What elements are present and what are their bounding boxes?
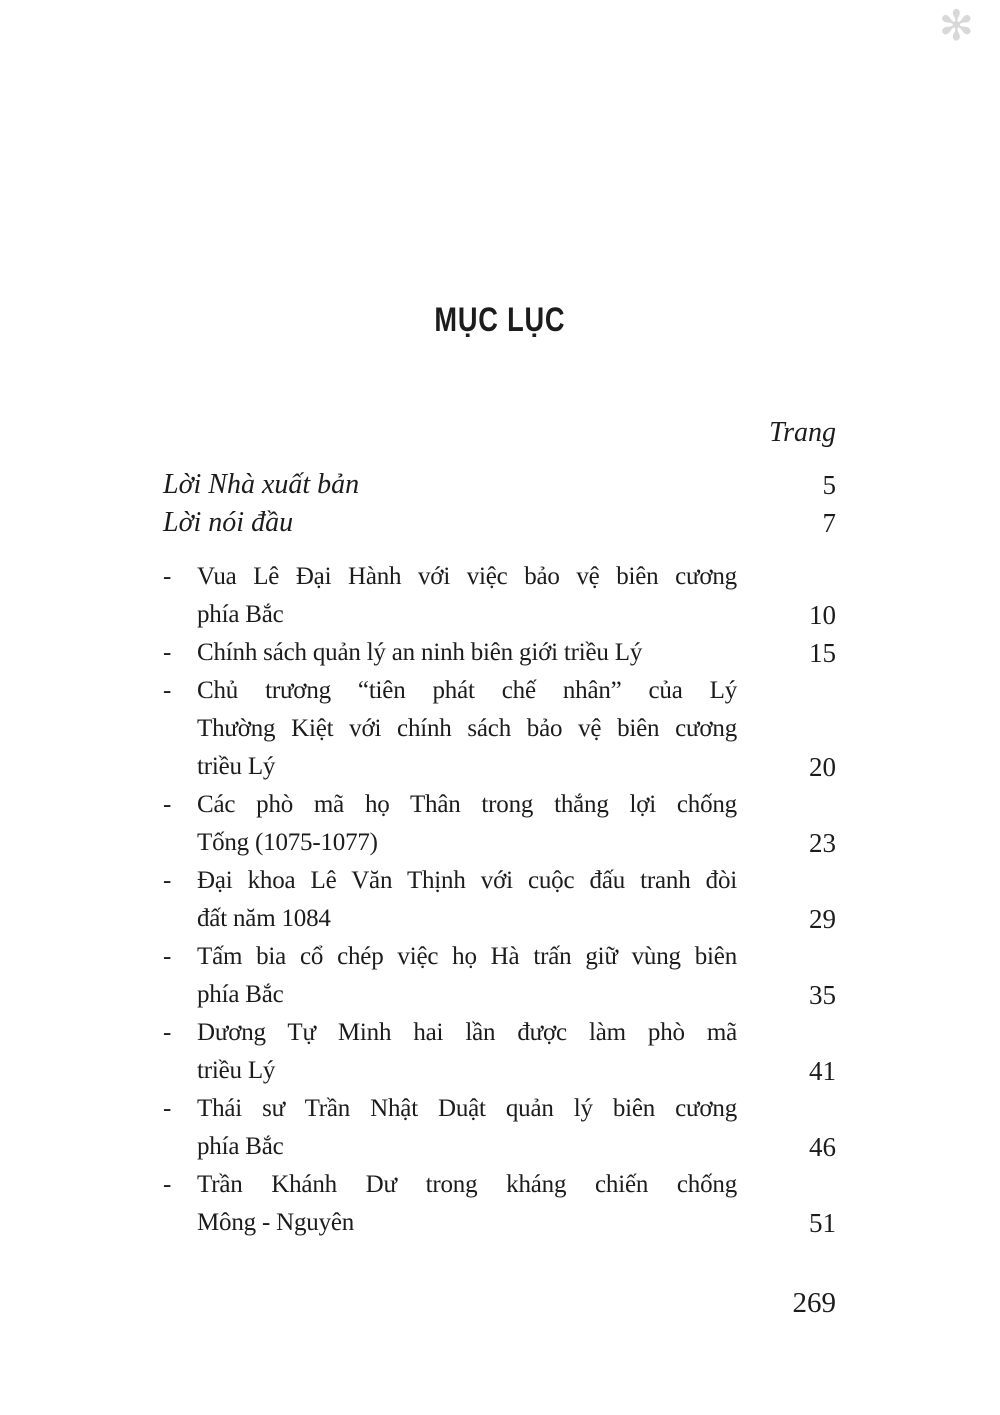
toc-entry [163,786,836,862]
entry-bullet: - [163,677,172,704]
toc-entry [163,1166,836,1242]
entry-title [197,786,737,862]
entry-title [197,634,737,672]
entry-title-line: Thường Kiệt với chính sách bảo vệ biên cương [197,715,737,742]
page-title-wrap [163,296,836,344]
entry-title-line: phía Bắc [197,1133,284,1160]
entry-title-line: Tống (1075-1077) [197,829,378,856]
entry-page-number: 35 [809,980,836,1010]
entry-title [197,1090,737,1166]
entry-title-line: Dương Tự Minh hai lần được làm phò mã [197,1019,737,1046]
entry-page-number: 51 [809,1208,836,1238]
entry-title [197,1014,737,1090]
toc-entry [163,634,836,672]
entry-page-number: 10 [809,600,836,630]
toc-entry [163,672,836,786]
front-matter-item [163,466,836,504]
entry-title-line: Mông - Nguyên [197,1209,355,1236]
front-matter-page-number: 5 [822,470,836,500]
toc-entry [163,862,836,938]
entry-bullet: - [163,867,172,894]
entry-title-line: Chủ trương “tiên phát chế nhân” của Lý [197,677,737,704]
entry-bullet: - [163,1019,172,1046]
entry-title-line: triều Lý [197,1057,276,1084]
entry-title-line: Tấm bia cổ chép việc họ Hà trấn giữ vùng biên [197,943,737,970]
entry-title-line: Trần Khánh Dư trong kháng chiến chống [197,1171,737,1198]
front-matter-page-number: 7 [822,508,836,538]
entry-title [197,558,737,634]
entry-page-number: 15 [809,638,836,668]
entry-bullet: - [163,639,172,666]
front-matter-label: Lời Nhà xuất bản [163,469,360,500]
toc-entry [163,1014,836,1090]
entry-page-number: 20 [809,752,836,782]
entry-title-line: Các phò mã họ Thân trong thắng lợi chống [197,791,737,818]
entry-title-line: Vua Lê Đại Hành với việc bảo vệ biên cương [197,563,737,590]
entry-title-line: Đại khoa Lê Văn Thịnh với cuộc đấu tranh đòi [197,867,737,894]
entry-page-number: 29 [809,904,836,934]
entry-title-line: phía Bắc [197,981,284,1008]
entry-title-line: phía Bắc [197,601,284,628]
folio-page-number: 269 [792,1287,836,1319]
entry-title-line: đất năm 1084 [197,905,331,932]
entry-bullet: - [163,791,172,818]
entry-title [197,1166,737,1242]
front-matter-list [163,466,836,542]
toc-entry [163,558,836,634]
entry-title [197,862,737,938]
entry-page-number: 23 [809,828,836,858]
entry-title [197,938,737,1014]
toc-entry [163,1090,836,1166]
entry-title-line: triều Lý [197,753,276,780]
flower-ornament-icon: ✻ [938,1,974,50]
entry-bullet: - [163,563,172,590]
front-matter-label: Lời nói đầu [163,507,294,538]
page-title: MỤC LỤC [433,301,565,339]
toc-entries [163,558,836,1242]
entry-title [197,672,737,786]
page-column-header: Trang [769,417,836,448]
toc-entry [163,938,836,1014]
entry-bullet: - [163,1171,172,1198]
front-matter-item [163,504,836,542]
entry-bullet: - [163,943,172,970]
entry-page-number: 46 [809,1132,836,1162]
toc-content [163,0,836,1322]
entry-title-line: Chính sách quản lý an ninh biên giới triều Lý [197,639,643,666]
entry-page-number: 41 [809,1056,836,1086]
entry-title-line: Thái sư Trần Nhật Duật quản lý biên cương [197,1095,737,1122]
entry-bullet: - [163,1095,172,1122]
